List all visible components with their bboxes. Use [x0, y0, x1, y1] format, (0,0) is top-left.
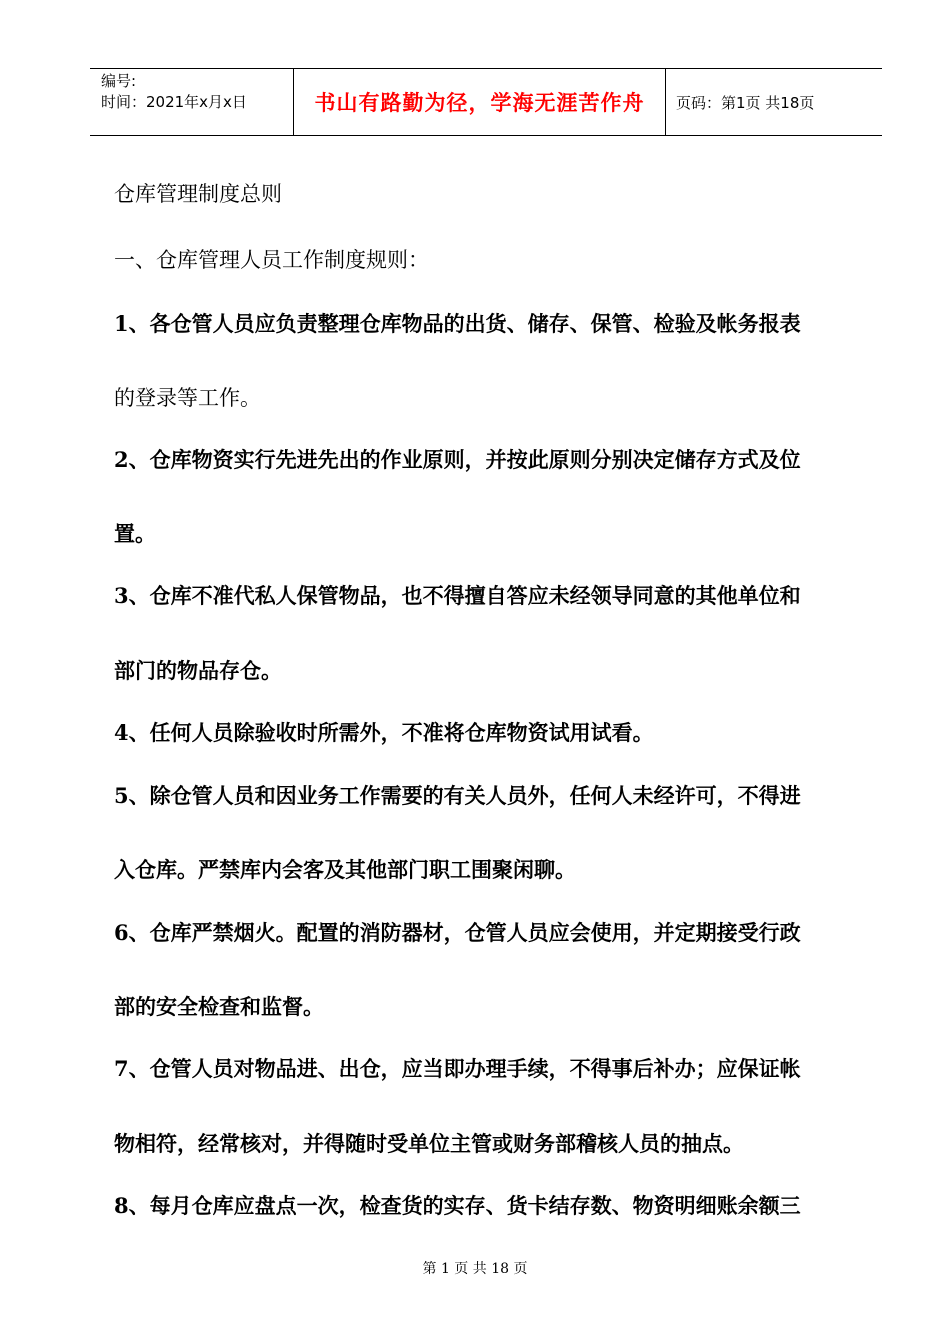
rule-line: 部门的物品存仓。 — [114, 658, 282, 683]
rule-line: 4、任何人员除验收时所需外，不准将仓库物资试用试看。 — [114, 720, 654, 745]
page-header — [90, 68, 882, 136]
time-label: 时间：2021年x月x日 — [101, 93, 247, 111]
rule-line: 2、仓库物资实行先进先出的作业原则，并按此原则分别决定储存方式及位 — [114, 447, 801, 472]
rule-line: 1、各仓管人员应负责整理仓库物品的出货、储存、保管、检验及帐务报表 — [114, 311, 801, 336]
section-heading: 一、仓库管理人员工作制度规则： — [114, 248, 429, 272]
rule-line: 5、除仓管人员和因业务工作需要的有关人员外，任何人未经许可，不得进 — [114, 783, 801, 808]
header-motto: 书山有路勤为径，学海无涯苦作舟 — [293, 69, 666, 135]
number-label: 编号: — [101, 72, 137, 90]
header-meta — [90, 69, 293, 135]
rule-line: 入仓库。严禁库内会客及其他部门职工围聚闲聊。 — [114, 857, 576, 882]
rule-line: 部的安全检查和监督。 — [114, 994, 324, 1019]
rule-line: 的登录等工作。 — [114, 386, 261, 410]
rule-line: 物相符，经常核对，并得随时受单位主管或财务部稽核人员的抽点。 — [114, 1131, 744, 1156]
page-footer: 第 1 页 共 18 页 — [422, 1261, 528, 1277]
rule-line: 8、每月仓库应盘点一次，检查货的实存、货卡结存数、物资明细账余额三 — [114, 1193, 801, 1218]
rule-line: 7、仓管人员对物品进、出仓，应当即办理手续，不得事后补办；应保证帐 — [114, 1056, 801, 1081]
document-title: 仓库管理制度总则 — [114, 182, 282, 206]
header-page-info: 页码：第1页 共18页 — [676, 93, 815, 112]
rule-line: 置。 — [114, 521, 156, 546]
rule-line: 3、仓库不准代私人保管物品，也不得擅自答应未经领导同意的其他单位和 — [114, 583, 801, 608]
rule-line: 6、仓库严禁烟火。配置的消防器材，仓管人员应会使用，并定期接受行政 — [114, 920, 801, 945]
